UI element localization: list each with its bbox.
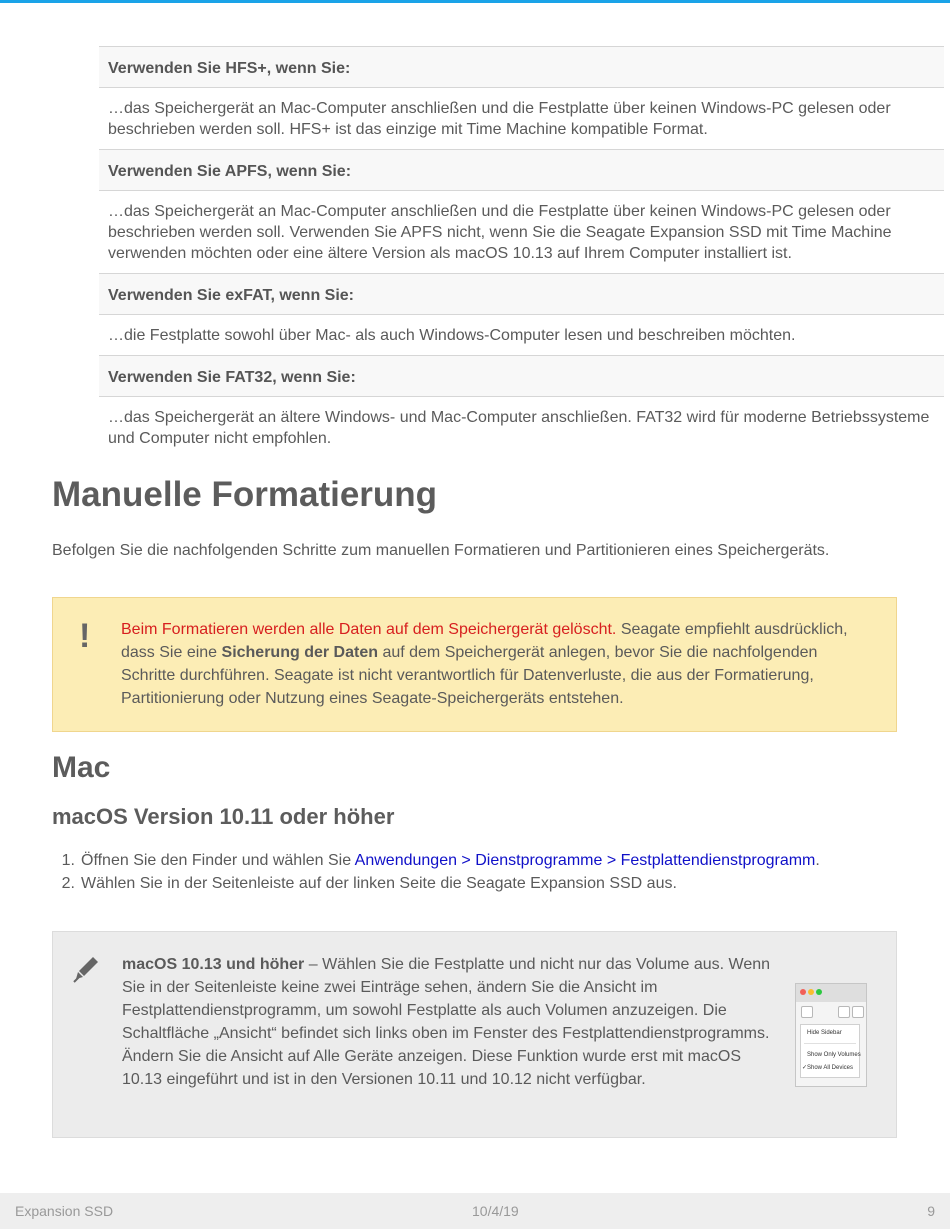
disk-utility-path-link[interactable]: Anwendungen > Dienstprogramme > Festplattendienstprogramm (354, 852, 816, 869)
exfat-description: …die Festplatte sowohl über Mac- als auch Windows-Computer lesen und beschreiben möchten. (108, 327, 796, 344)
step-text-before: Öffnen Sie den Finder und wählen Sie (81, 852, 355, 869)
format-comparison-table (99, 46, 944, 458)
footer-page-number: 9 (927, 1203, 935, 1219)
checkmark-icon: ✓ (802, 1065, 808, 1071)
warning-box (52, 597, 897, 732)
note-bold-text: macOS 10.13 und höher (122, 956, 305, 973)
menu-item-show-only-volumes: Show Only Volumes (807, 1052, 861, 1058)
hfs-heading: Verwenden Sie HFS+, wenn Sie: (108, 60, 351, 77)
zoom-dot-icon (816, 989, 822, 995)
table-row-fat32-heading (99, 356, 944, 397)
exclamation-icon: ! (79, 617, 91, 655)
warning-text (121, 618, 863, 710)
menu-item-show-all-devices: Show All Devices (807, 1065, 854, 1071)
manual-formatting-intro: Befolgen Sie die nachfolgenden Schritte zum manuellen Formatieren und Partitionieren eines Speichergeräts. (52, 542, 830, 559)
menu-separator (804, 1043, 856, 1044)
apfs-heading: Verwenden Sie APFS, wenn Sie: (108, 163, 352, 180)
screenshot-titlebar (796, 984, 866, 1002)
apfs-description: …das Speichergerät an Mac-Computer anschließen und die Festplatte über keinen Windows-PC gelesen oder beschrieben werden soll. Verwenden Sie APFS nicht, wenn Sie die Seagate Expansion SSD mit Time Machine verwenden möchten oder eine ältere Version als macOS 10.13 auf Ihrem Computer installiert ist. (108, 203, 892, 262)
manual-formatting-title: Manuelle Formatierung (52, 475, 438, 514)
step-number: 1. (61, 852, 75, 869)
step-text (81, 849, 820, 872)
step-number: 2. (61, 875, 75, 892)
fat32-heading: Verwenden Sie FAT32, wenn Sie: (108, 369, 356, 386)
table-row-exfat-heading (99, 274, 944, 315)
toolbar-icon (852, 1006, 864, 1018)
minimize-dot-icon (808, 989, 814, 995)
page-footer (0, 1193, 950, 1229)
footer-date: 10/4/19 (472, 1203, 519, 1219)
exfat-heading: Verwenden Sie exFAT, wenn Sie: (108, 287, 355, 304)
note-body-text: – Wählen Sie die Festplatte und nicht nur das Volume aus. Wenn Sie in der Seitenleiste keine zwei Einträge sehen, ändern Sie die Ansicht im Festplattendienstprogramm, um sowohl Festplatte als auch Volumen anzuzeigen. Die Schaltfläche „Ansicht“ befindet sich links oben im Fenster des Festplattendienstprogramms. Ändern Sie die Ansicht auf Alle Geräte anzeigen. Diese Funktion wurde erst mit macOS 10.13 eingeführt und ist in den Versionen 10.11 und 10.12 nicht verfügbar. (122, 956, 771, 1088)
footer-product-name: Expansion SSD (15, 1203, 114, 1219)
toolbar-icon (838, 1006, 850, 1018)
pencil-icon (71, 954, 101, 984)
menu-item-hide-sidebar: Hide Sidebar (807, 1030, 842, 1036)
table-row-apfs-heading (99, 150, 944, 191)
warning-bold-text: Sicherung der Daten (221, 644, 378, 661)
table-row-exfat-description (99, 315, 944, 356)
mac-version-subtitle: macOS Version 10.11 oder höher (52, 804, 395, 829)
step-text-after: . (815, 852, 820, 869)
list-item (52, 849, 912, 872)
view-menu (800, 1024, 860, 1078)
table-row-hfs-heading (99, 47, 944, 88)
close-dot-icon (800, 989, 806, 995)
view-button-icon (801, 1006, 813, 1018)
warning-text-part-2: auf dem Speichergerät anlegen, bevor Sie die nachfolgenden Schritte durchführen. Seagate ist nicht verantwortlich für Datenverluste, die aus der Formatierung, Partitionierung oder Nutzung eines Seagate-Speichergeräts entstehen. (121, 644, 818, 707)
top-accent-bar (0, 0, 950, 3)
warning-alert-text: Beim Formatieren werden alle Daten auf dem Speichergerät gelöscht. (121, 621, 617, 638)
list-item (52, 872, 912, 895)
step-text: Wählen Sie in der Seitenleiste auf der linken Seite die Seagate Expansion SSD aus. (81, 875, 677, 892)
table-row-fat32-description (99, 397, 944, 458)
note-box (52, 931, 897, 1138)
fat32-description: …das Speichergerät an ältere Windows- und Mac-Computer anschließen. FAT32 wird für moderne Betriebssysteme und Computer nicht empfohlen. (108, 409, 930, 447)
mac-section-title: Mac (52, 751, 111, 784)
warning-text-part-1: Seagate empfiehlt ausdrücklich, dass Sie eine (121, 621, 848, 661)
steps-list (52, 849, 912, 895)
table-row-apfs-description (99, 191, 944, 274)
note-text (122, 953, 782, 1091)
disk-utility-view-menu-screenshot (795, 983, 867, 1087)
table-row-hfs-description (99, 88, 944, 150)
hfs-description: …das Speichergerät an Mac-Computer anschließen und die Festplatte über keinen Windows-PC gelesen oder beschrieben werden soll. HFS+ ist das einzige mit Time Machine kompatible Format. (108, 100, 891, 138)
